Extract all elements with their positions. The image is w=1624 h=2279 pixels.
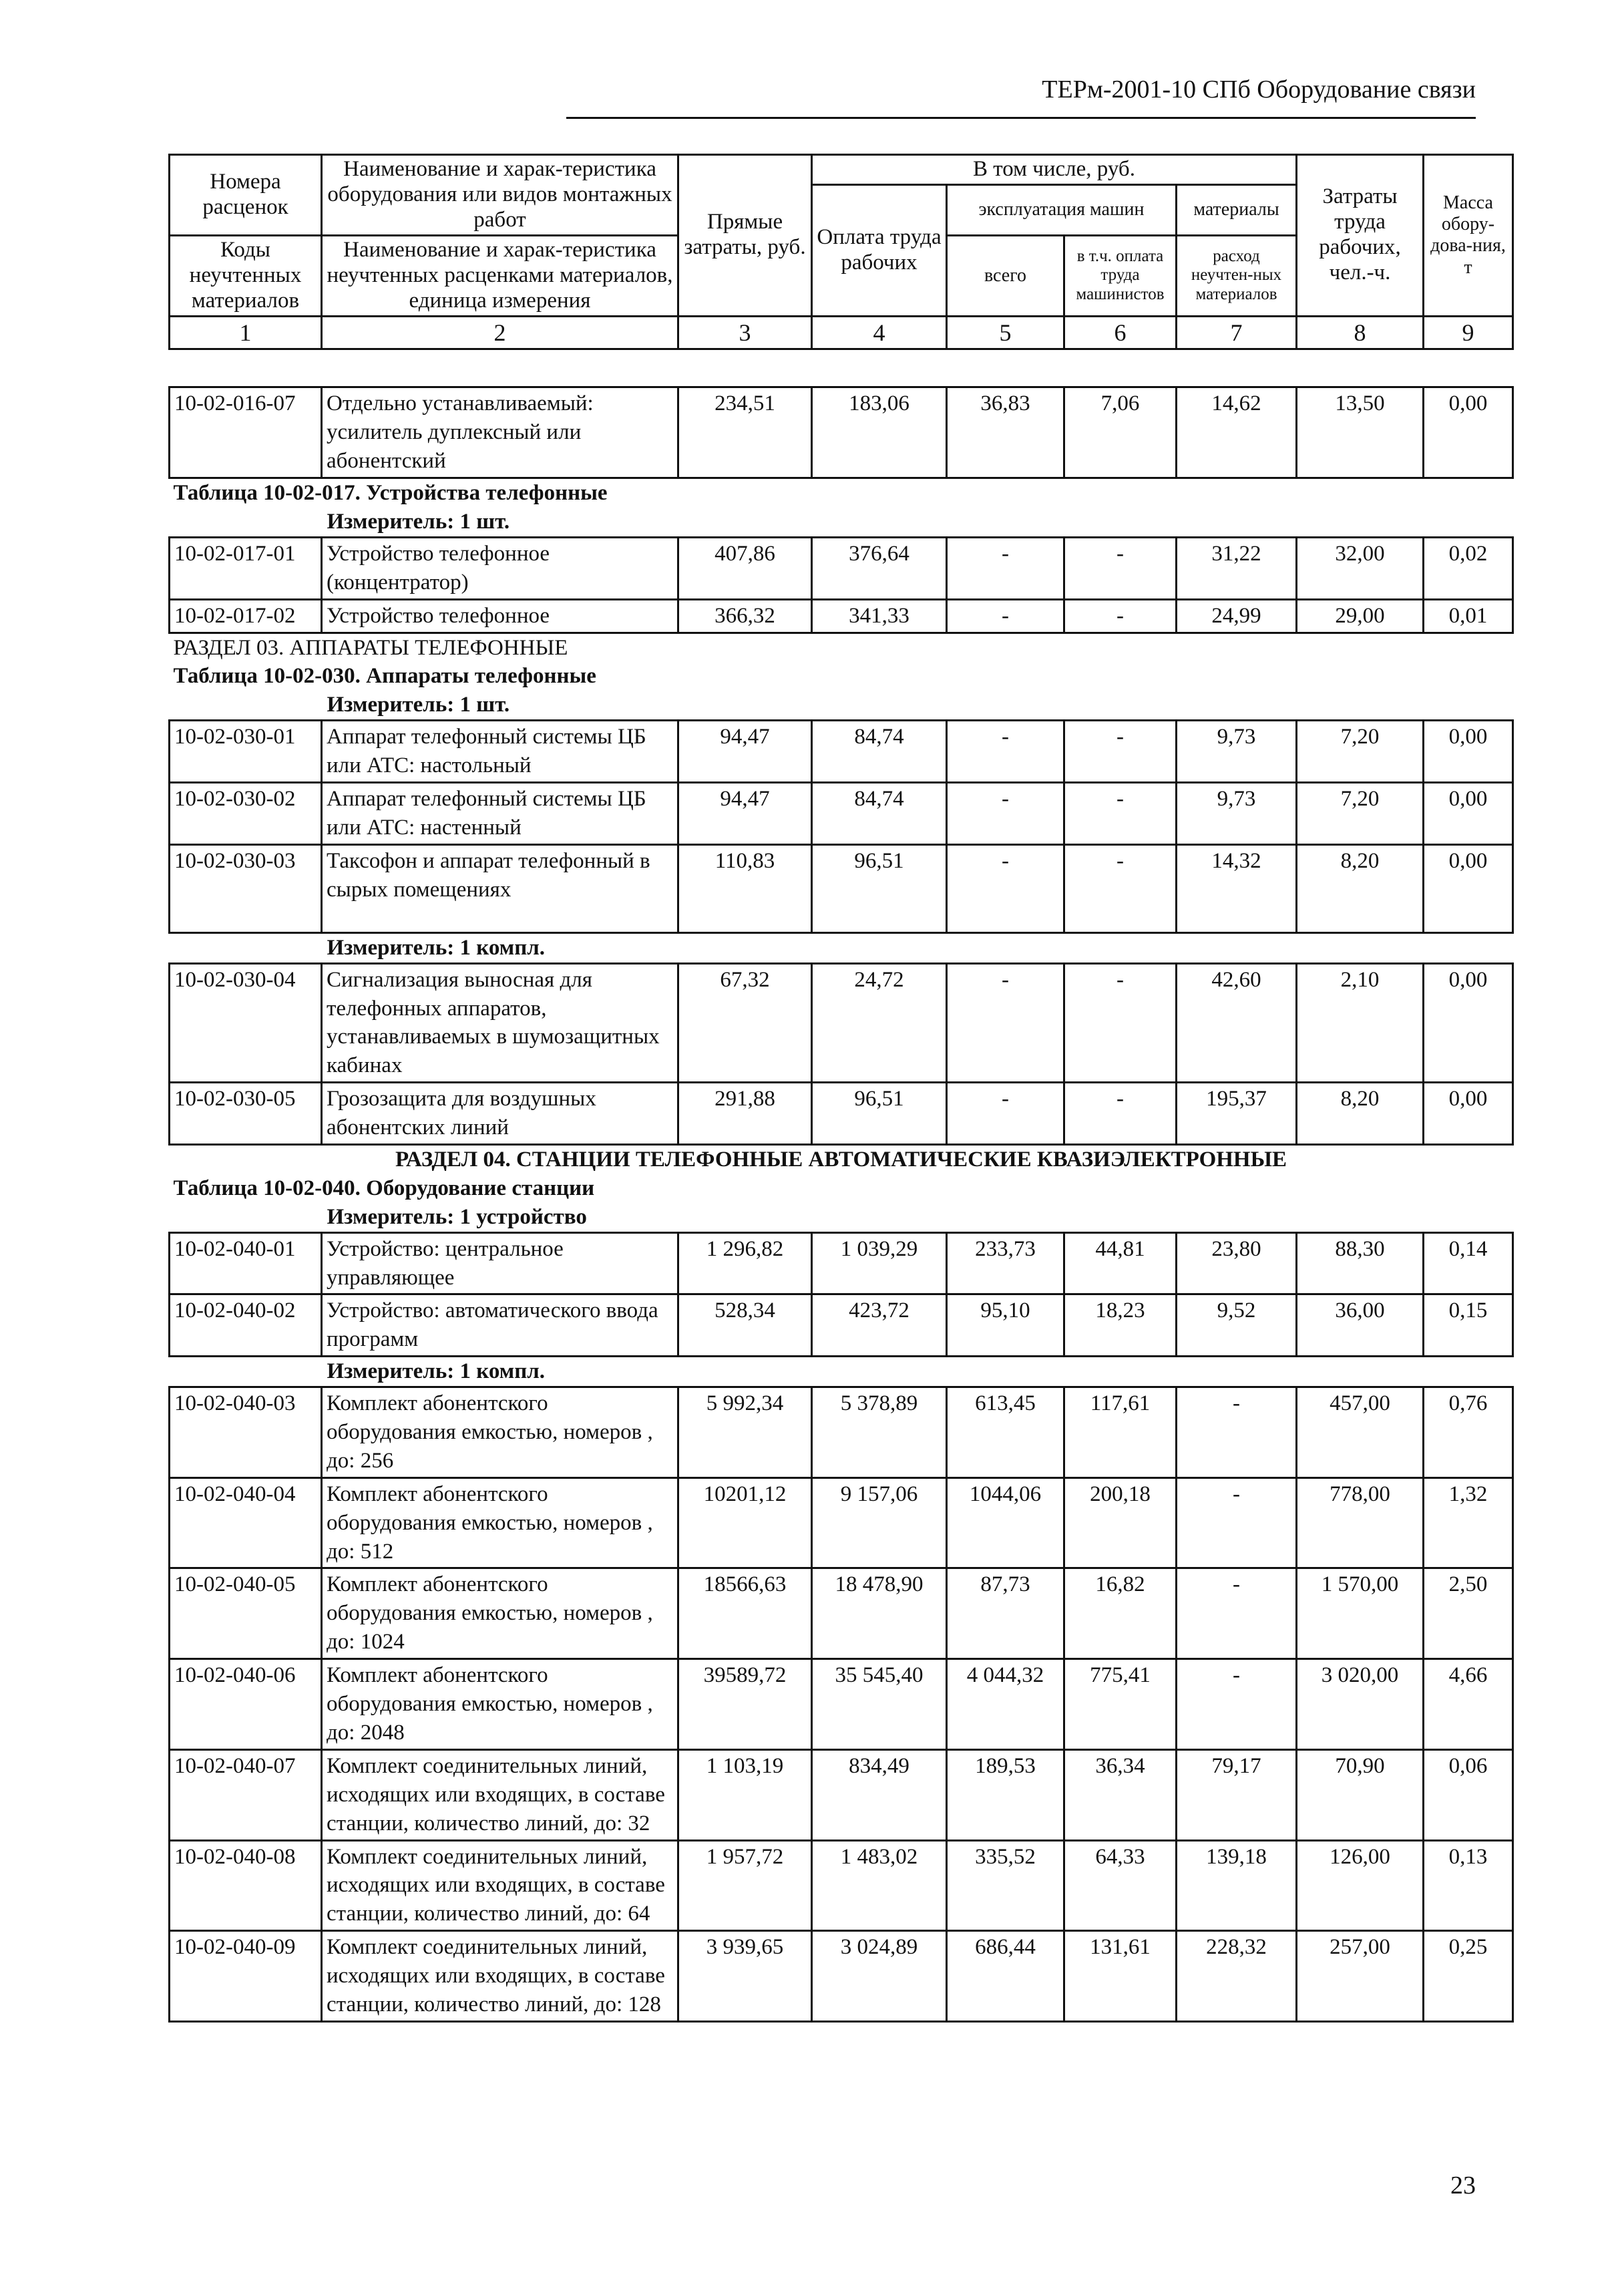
table-caption — [170, 478, 1513, 508]
table-row — [170, 1568, 1513, 1659]
row-description: Комплект абонентского оборудования емкостью, номеров , до: 512 — [322, 1477, 678, 1568]
row-machinist-pay: 18,23 — [1064, 1294, 1177, 1357]
table-row — [170, 1387, 1513, 1478]
row-code: 10-02-030-04 — [170, 963, 322, 1083]
table-row — [170, 1659, 1513, 1750]
colnum-4: 4 — [812, 316, 947, 349]
header-col8: Затраты труда рабочих, чел.-ч. — [1297, 155, 1424, 317]
column-number-row — [170, 316, 1513, 349]
row-materials: 42,60 — [1177, 963, 1297, 1083]
header-col9: Масса обору-дова-ния, т — [1424, 155, 1513, 317]
row-labor-pay: 18 478,90 — [812, 1568, 947, 1659]
row-materials: - — [1177, 1568, 1297, 1659]
row-machinist-pay: 36,34 — [1064, 1749, 1177, 1840]
row-machines-total: - — [947, 963, 1064, 1083]
header-col1-bottom — [170, 235, 322, 316]
row-mass: 0,06 — [1424, 1749, 1513, 1840]
row-machines-total: 87,73 — [947, 1568, 1064, 1659]
row-materials: - — [1177, 1477, 1297, 1568]
row-code: 10-02-040-03 — [170, 1387, 322, 1478]
row-mass: 0,00 — [1424, 783, 1513, 845]
row-labor-pay: 341,33 — [812, 599, 947, 633]
row-direct-costs: 1 957,72 — [678, 1840, 812, 1931]
row-labor-hours: 8,20 — [1297, 1083, 1424, 1145]
row-machinist-pay: - — [1064, 783, 1177, 845]
unit-label: Измеритель: 1 устройство — [327, 1204, 587, 1229]
header-col1-bottom-c: материалов — [191, 288, 300, 313]
unit-caption — [170, 508, 1513, 537]
row-code: 10-02-030-02 — [170, 783, 322, 845]
row-materials: - — [1177, 1387, 1297, 1478]
row-labor-pay: 1 483,02 — [812, 1840, 947, 1931]
row-labor-pay: 376,64 — [812, 537, 947, 599]
row-machines-total: 36,83 — [947, 387, 1064, 478]
table-10-02-030-title: Таблица 10-02-030. Аппараты телефонные — [173, 664, 596, 689]
row-description: Устройство телефонное — [322, 599, 678, 633]
row-direct-costs: 3 939,65 — [678, 1931, 812, 2022]
row-machines-total: 1044,06 — [947, 1477, 1064, 1568]
row-mass: 1,32 — [1424, 1477, 1513, 1568]
row-code: 10-02-030-01 — [170, 721, 322, 783]
row-labor-hours: 88,30 — [1297, 1232, 1424, 1294]
row-machinist-pay: 775,41 — [1064, 1659, 1177, 1750]
row-description: Комплект соединительных линий, исходящих или входящих, в составе станции, количество линий, до: 64 — [322, 1840, 678, 1931]
row-mass: 0,76 — [1424, 1387, 1513, 1478]
header-group-machines: эксплуатация машин — [947, 184, 1177, 235]
row-direct-costs: 18566,63 — [678, 1568, 812, 1659]
row-machines-total: - — [947, 783, 1064, 845]
unit-label: Измеритель: 1 шт. — [327, 509, 510, 534]
row-machinist-pay: - — [1064, 844, 1177, 932]
unit-caption — [170, 932, 1513, 963]
colnum-5: 5 — [947, 316, 1064, 349]
colnum-7: 7 — [1177, 316, 1297, 349]
row-labor-hours: 70,90 — [1297, 1749, 1424, 1840]
table-row — [170, 387, 1513, 478]
unit-caption — [170, 691, 1513, 720]
section-03-title: РАЗДЕЛ 03. АППАРАТЫ ТЕЛЕФОННЫЕ — [173, 635, 568, 660]
row-code: 10-02-040-09 — [170, 1931, 322, 2022]
colnum-8: 8 — [1297, 316, 1424, 349]
table-caption — [170, 1174, 1513, 1203]
row-direct-costs: 528,34 — [678, 1294, 812, 1357]
row-machinist-pay: 44,81 — [1064, 1232, 1177, 1294]
row-machinist-pay: 7,06 — [1064, 387, 1177, 478]
colnum-2: 2 — [322, 316, 678, 349]
row-labor-pay: 1 039,29 — [812, 1232, 947, 1294]
row-description: Отдельно устанавливаемый: усилитель дуплексный или абонентский — [322, 387, 678, 478]
unit-caption — [170, 1357, 1513, 1387]
row-machinist-pay: - — [1064, 1083, 1177, 1145]
row-direct-costs: 94,47 — [678, 783, 812, 845]
table-row — [170, 599, 1513, 633]
header-group-including: В том числе, руб. — [812, 155, 1297, 185]
row-direct-costs: 1 296,82 — [678, 1232, 812, 1294]
row-code: 10-02-040-04 — [170, 1477, 322, 1568]
row-labor-hours: 2,10 — [1297, 963, 1424, 1083]
row-description: Устройство телефонное (концентратор) — [322, 537, 678, 599]
row-labor-hours: 13,50 — [1297, 387, 1424, 478]
row-labor-pay: 24,72 — [812, 963, 947, 1083]
row-direct-costs: 94,47 — [678, 721, 812, 783]
header-col2-top: Наименование и харак-теристика оборудования или видов монтажных работ — [322, 155, 678, 236]
header-col6: в т.ч. оплата труда машинистов — [1064, 235, 1177, 316]
row-description: Сигнализация выносная для телефонных аппаратов, устанавливаемых в шумозащитных кабинах — [322, 963, 678, 1083]
table-row — [170, 721, 1513, 783]
header-col4: Оплата труда рабочих — [812, 184, 947, 316]
row-code: 10-02-030-05 — [170, 1083, 322, 1145]
row-labor-hours: 1 570,00 — [1297, 1568, 1424, 1659]
table-caption — [170, 662, 1513, 691]
row-materials: 79,17 — [1177, 1749, 1297, 1840]
row-code: 10-02-040-01 — [170, 1232, 322, 1294]
row-direct-costs: 39589,72 — [678, 1659, 812, 1750]
table-row — [170, 844, 1513, 932]
header-col7: расход неучтен-ных материалов — [1177, 235, 1297, 316]
row-description: Аппарат телефонный системы ЦБ или АТС: настенный — [322, 783, 678, 845]
row-code: 10-02-040-08 — [170, 1840, 322, 1931]
row-mass: 0,01 — [1424, 599, 1513, 633]
row-labor-hours: 126,00 — [1297, 1840, 1424, 1931]
table-row — [170, 783, 1513, 845]
header-col1-top-a: Номера — [210, 169, 281, 194]
row-mass: 0,00 — [1424, 387, 1513, 478]
row-code: 10-02-017-01 — [170, 537, 322, 599]
row-machinist-pay: 200,18 — [1064, 1477, 1177, 1568]
row-mass: 0,00 — [1424, 963, 1513, 1083]
table-10-02-017-title: Таблица 10-02-017. Устройства телефонные — [173, 481, 608, 506]
row-description: Аппарат телефонный системы ЦБ или АТС: настольный — [322, 721, 678, 783]
row-description: Комплект соединительных линий, исходящих или входящих, в составе станции, количество линий, до: 128 — [322, 1931, 678, 2022]
row-mass: 2,50 — [1424, 1568, 1513, 1659]
row-code: 10-02-016-07 — [170, 387, 322, 478]
row-labor-pay: 3 024,89 — [812, 1931, 947, 2022]
row-mass: 0,15 — [1424, 1294, 1513, 1357]
row-labor-hours: 32,00 — [1297, 537, 1424, 599]
row-mass: 0,13 — [1424, 1840, 1513, 1931]
row-direct-costs: 291,88 — [678, 1083, 812, 1145]
row-description: Комплект соединительных линий, исходящих или входящих, в составе станции, количество линий, до: 32 — [322, 1749, 678, 1840]
row-machinist-pay: - — [1064, 721, 1177, 783]
row-machines-total: 613,45 — [947, 1387, 1064, 1478]
header-col1-top-b: расценок — [202, 194, 288, 219]
row-direct-costs: 366,32 — [678, 599, 812, 633]
row-mass: 0,02 — [1424, 537, 1513, 599]
row-materials: 23,80 — [1177, 1232, 1297, 1294]
table-row — [170, 1840, 1513, 1931]
row-labor-hours: 8,20 — [1297, 844, 1424, 932]
row-labor-hours: 778,00 — [1297, 1477, 1424, 1568]
header-col3: Прямые затраты, руб. — [678, 155, 812, 317]
row-description: Устройство: центральное управляющее — [322, 1232, 678, 1294]
row-machines-total: 95,10 — [947, 1294, 1064, 1357]
row-labor-pay: 96,51 — [812, 844, 947, 932]
row-labor-pay: 84,74 — [812, 783, 947, 845]
row-labor-pay: 9 157,06 — [812, 1477, 947, 1568]
colnum-3: 3 — [678, 316, 812, 349]
row-code: 10-02-040-05 — [170, 1568, 322, 1659]
unit-label: Измеритель: 1 шт. — [327, 693, 510, 717]
row-code: 10-02-017-02 — [170, 599, 322, 633]
row-labor-pay: 5 378,89 — [812, 1387, 947, 1478]
header-col2-bottom: Наименование и харак-теристика неучтенных расценками материалов, единица измерения — [322, 235, 678, 316]
row-materials: 9,52 — [1177, 1294, 1297, 1357]
table-row — [170, 1232, 1513, 1294]
section-04-title: РАЗДЕЛ 04. СТАНЦИИ ТЕЛЕФОННЫЕ АВТОМАТИЧЕСКИЕ КВАЗИЭЛЕКТРОННЫЕ — [395, 1148, 1287, 1172]
row-direct-costs: 67,32 — [678, 963, 812, 1083]
row-mass: 4,66 — [1424, 1659, 1513, 1750]
row-code: 10-02-030-03 — [170, 844, 322, 932]
row-labor-hours: 29,00 — [1297, 599, 1424, 633]
row-machinist-pay: 131,61 — [1064, 1931, 1177, 2022]
row-materials: 195,37 — [1177, 1083, 1297, 1145]
row-direct-costs: 234,51 — [678, 387, 812, 478]
unit-caption — [170, 1203, 1513, 1232]
row-materials: 31,22 — [1177, 537, 1297, 599]
table-row — [170, 1294, 1513, 1357]
row-direct-costs: 1 103,19 — [678, 1749, 812, 1840]
row-direct-costs: 5 992,34 — [678, 1387, 812, 1478]
header-col1-bottom-a: Коды — [220, 237, 270, 262]
row-machines-total: - — [947, 721, 1064, 783]
header-group-materials: материалы — [1177, 184, 1297, 235]
row-description: Комплект абонентского оборудования емкостью, номеров , до: 2048 — [322, 1659, 678, 1750]
row-labor-pay: 834,49 — [812, 1749, 947, 1840]
row-materials: 9,73 — [1177, 783, 1297, 845]
row-direct-costs: 110,83 — [678, 844, 812, 932]
row-machines-total: - — [947, 537, 1064, 599]
table-row — [170, 1083, 1513, 1145]
row-mass: 0,25 — [1424, 1931, 1513, 2022]
header-col5: всего — [947, 235, 1064, 316]
row-labor-hours: 3 020,00 — [1297, 1659, 1424, 1750]
row-machines-total: 189,53 — [947, 1749, 1064, 1840]
row-machines-total: 4 044,32 — [947, 1659, 1064, 1750]
row-labor-pay: 423,72 — [812, 1294, 947, 1357]
row-labor-hours: 7,20 — [1297, 783, 1424, 845]
row-labor-pay: 183,06 — [812, 387, 947, 478]
row-materials: 24,99 — [1177, 599, 1297, 633]
row-machines-total: - — [947, 844, 1064, 932]
header-rule — [566, 117, 1476, 119]
row-description: Грозозащита для воздушных абонентских линий — [322, 1083, 678, 1145]
row-machines-total: - — [947, 1083, 1064, 1145]
row-materials: 139,18 — [1177, 1840, 1297, 1931]
table-row — [170, 537, 1513, 599]
row-machinist-pay: - — [1064, 963, 1177, 1083]
table-row — [170, 1477, 1513, 1568]
section-caption — [170, 633, 1513, 662]
row-labor-pay: 35 545,40 — [812, 1659, 947, 1750]
rates-table — [168, 154, 1514, 2023]
row-mass: 0,00 — [1424, 1083, 1513, 1145]
row-materials: 9,73 — [1177, 721, 1297, 783]
row-direct-costs: 407,86 — [678, 537, 812, 599]
row-machinist-pay: 16,82 — [1064, 1568, 1177, 1659]
row-materials: 14,62 — [1177, 387, 1297, 478]
section-caption — [170, 1145, 1513, 1174]
row-description: Таксофон и аппарат телефонный в сырых помещениях — [322, 844, 678, 932]
header-col1-bottom-b: неучтенных — [189, 262, 302, 287]
row-labor-hours: 7,20 — [1297, 721, 1424, 783]
colnum-9: 9 — [1424, 316, 1513, 349]
row-machinist-pay: 117,61 — [1064, 1387, 1177, 1478]
table-row — [170, 963, 1513, 1083]
unit-label: Измеритель: 1 компл. — [327, 935, 545, 960]
table-header-row-1 — [170, 155, 1513, 185]
row-description: Комплект абонентского оборудования емкостью, номеров , до: 256 — [322, 1387, 678, 1478]
row-mass: 0,14 — [1424, 1232, 1513, 1294]
row-labor-pay: 96,51 — [812, 1083, 947, 1145]
row-machinist-pay: 64,33 — [1064, 1840, 1177, 1931]
row-machines-total: 686,44 — [947, 1931, 1064, 2022]
row-labor-pay: 84,74 — [812, 721, 947, 783]
header-spacer — [170, 349, 1513, 387]
row-materials: - — [1177, 1659, 1297, 1750]
row-machines-total: 233,73 — [947, 1232, 1064, 1294]
page-number: 23 — [1450, 2171, 1476, 2200]
row-code: 10-02-040-07 — [170, 1749, 322, 1840]
row-direct-costs: 10201,12 — [678, 1477, 812, 1568]
row-mass: 0,00 — [1424, 844, 1513, 932]
row-mass: 0,00 — [1424, 721, 1513, 783]
page-header-title: ТЕРм-2001-10 СПб Оборудование связи — [1042, 75, 1476, 104]
header-col1-top — [170, 155, 322, 236]
row-machines-total: 335,52 — [947, 1840, 1064, 1931]
row-machinist-pay: - — [1064, 537, 1177, 599]
colnum-6: 6 — [1064, 316, 1177, 349]
table-row — [170, 1749, 1513, 1840]
row-materials: 228,32 — [1177, 1931, 1297, 2022]
table-10-02-040-title: Таблица 10-02-040. Оборудование станции — [173, 1176, 595, 1200]
row-code: 10-02-040-02 — [170, 1294, 322, 1357]
colnum-1: 1 — [170, 316, 322, 349]
row-description: Комплект абонентского оборудования емкостью, номеров , до: 1024 — [322, 1568, 678, 1659]
row-description: Устройство: автоматического ввода программ — [322, 1294, 678, 1357]
row-labor-hours: 257,00 — [1297, 1931, 1424, 2022]
row-materials: 14,32 — [1177, 844, 1297, 932]
row-machines-total: - — [947, 599, 1064, 633]
row-labor-hours: 457,00 — [1297, 1387, 1424, 1478]
row-labor-hours: 36,00 — [1297, 1294, 1424, 1357]
row-machinist-pay: - — [1064, 599, 1177, 633]
unit-label: Измеритель: 1 компл. — [327, 1359, 545, 1384]
table-row — [170, 1931, 1513, 2022]
row-code: 10-02-040-06 — [170, 1659, 322, 1750]
